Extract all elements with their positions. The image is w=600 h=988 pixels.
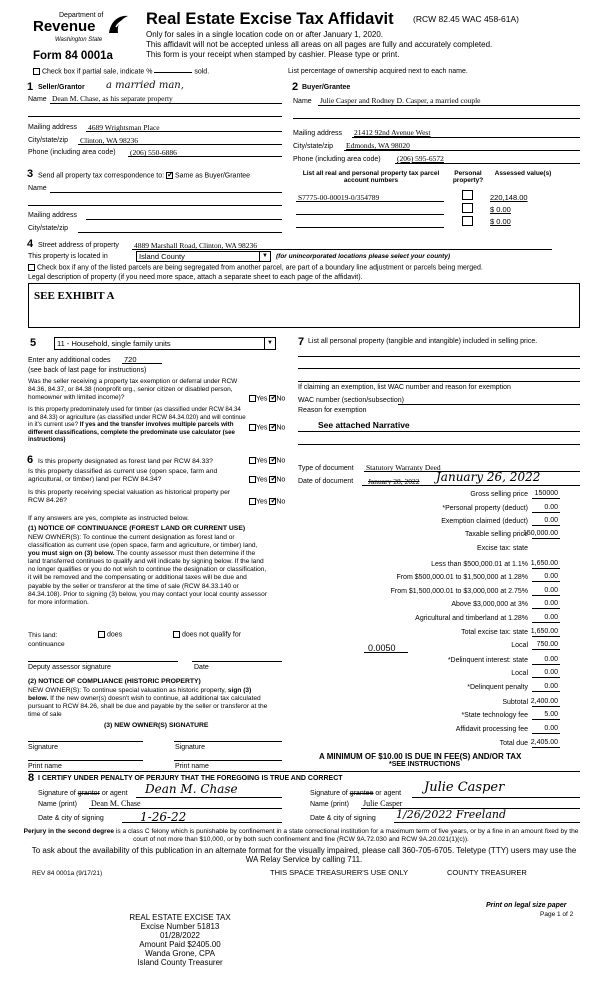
grantor-word: grantor xyxy=(77,790,100,797)
form-citation: (RCW 82.45 WAC 458-61A) xyxy=(413,14,519,24)
legal-description-box[interactable] xyxy=(28,283,580,328)
land-use-select[interactable] xyxy=(54,337,276,350)
partial-sale-checkbox[interactable] xyxy=(33,68,40,75)
section-2-number: 2 xyxy=(292,81,299,93)
seller-city-label: City/state/zip xyxy=(28,137,69,144)
calc-value[interactable]: 0.00 xyxy=(544,683,558,690)
header-note-2: This affidavit will not be accepted unless all areas on all pages are fully and accurately completed. xyxy=(146,40,493,49)
seller-phone[interactable]: (206) 550-6886 xyxy=(130,148,177,157)
segregated-row xyxy=(28,264,483,271)
timber-no-checkbox[interactable] xyxy=(269,424,276,431)
located-in-label: This property is located in xyxy=(28,253,108,260)
notice-bold: you must sign on (3) below. xyxy=(28,550,115,558)
sec3-city-label: City/state/zip xyxy=(28,225,69,232)
forest-answer xyxy=(249,457,285,464)
new-owner-print-label-1: Print name xyxy=(28,763,62,770)
assessed-value-3[interactable]: $ 0.00 xyxy=(490,217,511,226)
yes-label: Yes xyxy=(256,476,268,484)
grantee-date-city[interactable]: 1/26/2022 Freeland xyxy=(396,808,507,821)
calc-value[interactable]: 0.00 xyxy=(544,600,558,607)
calc-label: Total due xyxy=(499,740,528,747)
calc-label: Subtotal xyxy=(502,699,528,706)
parcel-number-1[interactable]: S7775-00-00019-0/354789 xyxy=(298,193,380,202)
grantor-name[interactable]: Dean M. Chase xyxy=(91,799,141,808)
personal-property-label: List all personal property (tangible and intangible) included in selling price. xyxy=(308,338,538,345)
calc-value[interactable]: 5.00 xyxy=(544,711,558,718)
timber-question-bold: If yes and the transfer involves multiple parcels with different classifications, complete the predominate use calculator (see instructions) xyxy=(28,421,236,443)
seller-heading: Seller/Grantor xyxy=(38,84,85,91)
no-label: No xyxy=(276,476,286,484)
notice-compliance-body xyxy=(28,687,273,719)
new-owner-print-label-2: Print name xyxy=(175,763,209,770)
calc-value[interactable]: 0.00 xyxy=(544,504,558,511)
sec3-mail-label: Mailing address xyxy=(28,212,78,219)
calc-label: *State technology fee xyxy=(461,712,528,719)
notice-text: The county assessor must then determine if the land transferred continues to qualify and will indicate by signing below. If the land no longer qualifies or you do not wish to continue the designation or classification, it will be removed and the compensating or additional taxes will be due and payable by the seller or transferor at the time of sale (RCW 84.33.140 or 84.34.108). Prior to signing (3) below, you may contact your local county assessor for more information. xyxy=(28,550,267,606)
notice-text: If the new owner(s) doesn't wish to continue, all additional tax calculated pursuant to RCW 84.26, shall be due and payable by the seller or transferor at the time of sale xyxy=(28,695,268,719)
assessed-value-1[interactable]: 220,148.00 xyxy=(490,193,528,202)
calc-label: *Personal property (deduct) xyxy=(442,505,528,512)
calc-label: Exemption claimed (deduct) xyxy=(441,518,528,525)
dept-line2: Revenue xyxy=(33,18,96,35)
calc-value[interactable]: 0.00 xyxy=(544,517,558,524)
calc-label: Local xyxy=(511,670,528,677)
page-number: Page 1 of 2 xyxy=(540,911,574,918)
legal-paper-note: Print on legal size paper xyxy=(486,902,567,909)
forest-question: Is this property designated as forest land per RCW 84.33? xyxy=(38,458,213,465)
notice-text: NEW OWNER(S): To continue the current designation as forest land or classification as current use (open space, farm and agriculture, or timber) land, xyxy=(28,534,258,550)
document-type-value[interactable]: Statutory Warranty Deed xyxy=(366,463,441,472)
calc-value[interactable]: 0.00 xyxy=(544,587,558,594)
dor-logo xyxy=(33,12,128,50)
no-label: No xyxy=(276,457,286,465)
stamp-line-1: REAL ESTATE EXCISE TAX xyxy=(129,913,231,922)
exemption-claim-label: If claiming an exemption, list WAC number and reason for exemption xyxy=(298,384,511,391)
signature-of-label: Signature of xyxy=(38,790,76,797)
section-6-number: 6 xyxy=(27,454,34,466)
treasurer-use-only: THIS SPACE TREASURER'S USE ONLY xyxy=(270,868,409,877)
calc-value[interactable]: 2,405.00 xyxy=(530,739,558,746)
signature-of-label: Signature of xyxy=(310,790,348,797)
certify-statement: I CERTIFY UNDER PENALTY OF PERJURY THAT THE FOREGOING IS TRUE AND CORRECT xyxy=(38,775,343,782)
historic-no-checkbox[interactable] xyxy=(269,498,276,505)
seller-name[interactable]: Dean M. Chase, as his separate property xyxy=(52,94,173,103)
stamp-line-5: Wanda Grone, CPA xyxy=(145,949,215,958)
buyer-name-label: Name xyxy=(293,98,312,105)
historic-yes-checkbox[interactable] xyxy=(249,498,256,505)
document-date-handwritten[interactable]: January 26, 2022 xyxy=(436,470,541,484)
grantor-date-city[interactable]: 1-26-22 xyxy=(140,810,187,824)
calc-value[interactable]: 1,650.00 xyxy=(530,628,558,635)
perjury-text: is a class C felony which is punishable by confinement in a state correctional institution for a maximum term of five years, or by a fine in an amount fixed by the court of not more than $10,000, or by both such confinement and fine (RCW 9A.72.030 and RCW 9A.20.021(1)(c)). xyxy=(114,828,579,843)
land-use-value: 11 - Household, single family units xyxy=(57,339,171,348)
exemption-yes-checkbox[interactable] xyxy=(249,395,256,402)
does-option xyxy=(98,631,122,638)
current-use-answer xyxy=(249,476,285,483)
forest-yes-checkbox[interactable] xyxy=(249,457,256,464)
buyer-mail-label: Mailing address xyxy=(293,130,343,137)
calc-value[interactable]: 150000 xyxy=(534,490,558,497)
calc-value[interactable]: 750.00 xyxy=(536,641,558,648)
no-label: No xyxy=(276,395,286,403)
ownership-note: List percentage of ownership acquired next to each name. xyxy=(288,68,468,75)
calc-label: Affidavit processing fee xyxy=(455,726,528,733)
notice-compliance-heading: (2) NOTICE OF COMPLIANCE (HISTORIC PROPERTY) xyxy=(28,678,201,685)
dept-line3: Washington State xyxy=(55,37,103,43)
no-label: No xyxy=(276,498,286,506)
seller-mail-label: Mailing address xyxy=(28,124,78,131)
exemption-no-checkbox[interactable] xyxy=(269,395,276,402)
personal-property-col-header: Personal property? xyxy=(452,170,484,184)
calc-label: Excise tax: state xyxy=(477,545,528,552)
historic-question: Is this property receiving special valuation as historical property per RCW 84.26? xyxy=(28,489,231,504)
street-address-value[interactable]: 4889 Marshall Road, Clinton, WA 98236 xyxy=(134,241,257,250)
deputy-signature-label: Deputy assessor signature xyxy=(28,664,111,671)
grantor-signature[interactable]: Dean M. Chase xyxy=(145,782,238,796)
partial-sale-sold: sold. xyxy=(194,68,210,76)
county-treasurer-label: COUNTY TREASURER xyxy=(447,868,527,877)
forest-no-checkbox[interactable] xyxy=(269,457,276,464)
yes-label: Yes xyxy=(256,498,268,506)
calc-value[interactable]: 0.00 xyxy=(544,656,558,663)
header-note-3: This form is your receipt when stamped by cashier. Please type or print. xyxy=(146,50,400,59)
current-use-question: Is this property classified as current use (open space, farm and agricultural, or timber) land per RCW 84.34? xyxy=(28,468,218,483)
grantee-signature-label xyxy=(310,790,401,797)
same-as-buyer-label: Same as Buyer/Grantee xyxy=(174,172,251,180)
no-label: No xyxy=(276,424,286,432)
continuance-label: continuance xyxy=(28,641,65,648)
section-7-number: 7 xyxy=(298,336,305,348)
treasurer-stamp xyxy=(120,913,240,967)
section-3-row xyxy=(38,172,250,179)
notice-bold: sign (3) below. xyxy=(28,687,252,703)
calc-value[interactable]: 150,000.00 xyxy=(522,530,558,537)
additional-codes-value[interactable]: 720 xyxy=(124,355,137,364)
does-not-label: does not qualify for xyxy=(181,631,242,639)
or-agent-label: or agent xyxy=(375,790,402,797)
legal-description-value: SEE EXHIBIT A xyxy=(34,290,115,302)
partial-sale-label: Check box if partial sale, indicate % xyxy=(41,68,153,76)
buyer-phone-label: Phone (including area code) xyxy=(293,156,381,163)
new-owner-signature-label-2: Signature xyxy=(175,744,205,751)
calc-label: Agricultural and timberland at 1.28% xyxy=(415,615,528,622)
calc-label: From $1,500,000.01 to $3,000,000 at 2.75% xyxy=(390,588,528,595)
mountain-logo-icon xyxy=(107,13,129,35)
section-3-number: 3 xyxy=(27,168,34,180)
section-1-number: 1 xyxy=(27,81,34,93)
header-note-1: Only for sales in a single location code on or after January 1, 2020. xyxy=(146,30,384,39)
seller-handwritten-note: a married man, xyxy=(106,80,184,91)
buyer-phone[interactable]: (206) 595-6572 xyxy=(397,154,444,163)
dropdown-arrow-icon: ▼ xyxy=(259,252,270,261)
grantee-name[interactable]: Julie Casper xyxy=(363,799,403,808)
assessed-value-col-header: Assessed value(s) xyxy=(494,170,552,177)
see-instructions: *SEE INSTRUCTIONS xyxy=(389,761,461,768)
deputy-date-label: Date xyxy=(194,664,209,671)
calc-value[interactable]: 1,650.00 xyxy=(530,560,558,567)
grantor-signature-label xyxy=(38,790,128,797)
timber-question-text: Is this property predominately used for timber (as classified under RCW 84.34 and 84.33) or agriculture (as classified under RCW 84.34.020) and will continue in it's current use? xyxy=(28,406,246,428)
historic-answer xyxy=(249,498,285,505)
does-not-checkbox[interactable] xyxy=(173,631,180,638)
if-any-yes: If any answers are yes, complete as instructed below. xyxy=(28,515,189,522)
wac-number-label: WAC number (section/subsection) xyxy=(298,397,404,404)
personal-property-checkbox-3[interactable] xyxy=(462,216,473,226)
calc-label: *Delinquent interest: state xyxy=(447,657,528,664)
does-checkbox[interactable] xyxy=(98,631,105,638)
grantee-word: grantee xyxy=(349,790,374,797)
personal-property-checkbox-1[interactable] xyxy=(462,190,473,200)
calc-label: Total excise tax: state xyxy=(461,629,528,636)
same-as-buyer-checkbox[interactable] xyxy=(166,172,173,179)
calc-value[interactable]: 0.00 xyxy=(544,669,558,676)
street-address-label: Street address of property xyxy=(38,242,119,249)
stamp-line-4: Amount Paid $2405.00 xyxy=(139,940,221,949)
form-number: Form 84 0001a xyxy=(33,50,113,62)
additional-codes-label: Enter any additional codes xyxy=(28,357,111,364)
buyer-name[interactable]: Julie Casper and Rodney D. Casper, a married couple xyxy=(320,96,481,105)
grantor-name-label: Name (print) xyxy=(38,801,77,808)
parcel-col-header: List all real and personal property tax parcel account numbers xyxy=(302,170,440,184)
stamp-line-2: Excise Number 51813 xyxy=(140,922,220,931)
county-select[interactable] xyxy=(136,251,271,262)
grantee-signature[interactable]: Julie Casper xyxy=(424,780,505,795)
segregated-checkbox[interactable] xyxy=(28,264,35,271)
codes-note: (see back of last page for instructions) xyxy=(28,367,147,374)
dept-line1: Department of xyxy=(59,12,104,19)
seller-phone-label: Phone (including area code) xyxy=(28,149,116,156)
buyer-mail[interactable]: 21412 92nd Avenue West xyxy=(354,128,431,137)
calc-label: *Delinquent penalty xyxy=(467,684,528,691)
stamp-line-3: 01/28/2022 xyxy=(159,931,201,940)
dropdown-arrow-icon: ▼ xyxy=(264,338,275,349)
calc-label: Local xyxy=(511,642,528,649)
timber-yes-checkbox[interactable] xyxy=(249,424,256,431)
does-label: does xyxy=(106,631,123,639)
seller-name-label: Name xyxy=(28,96,47,103)
minimum-due: A MINIMUM OF $10.00 IS DUE IN FEE(S) AND/OR TAX xyxy=(319,752,522,761)
buyer-heading: Buyer/Grantee xyxy=(302,84,351,91)
calc-label: Less than $500,000.01 at 1.1% xyxy=(431,561,528,568)
seller-city[interactable]: Clinton, WA 98236 xyxy=(80,136,138,145)
document-type-label: Type of document xyxy=(298,465,354,472)
grantee-name-label: Name (print) xyxy=(310,801,349,808)
sec3-name-label: Name xyxy=(28,185,47,192)
form-title: Real Estate Excise Tax Affidavit xyxy=(146,10,394,28)
tax-correspondence-label: Send all property tax correspondence to: xyxy=(38,172,165,180)
grantee-date-label: Date & city of signing xyxy=(310,815,376,822)
document-date-label: Date of document xyxy=(298,478,354,485)
notice-continuance-heading: (1) NOTICE OF CONTINUANCE (FOREST LAND OR CURRENT USE) xyxy=(28,525,246,532)
grantor-date-label: Date & city of signing xyxy=(38,815,104,822)
notice-continuance-body xyxy=(28,534,268,607)
document-date-struck: January 28, 2022 xyxy=(368,477,420,486)
section-4-number: 4 xyxy=(27,238,34,250)
buyer-city[interactable]: Edmonds, WA 98020 xyxy=(346,141,410,150)
section-5-number: 5 xyxy=(30,337,37,349)
or-agent-label: or agent xyxy=(101,790,128,797)
personal-property-checkbox-2[interactable] xyxy=(462,203,473,213)
section-8-number: 8 xyxy=(28,772,35,784)
buyer-city-label: City/state/zip xyxy=(293,143,334,150)
this-land-label: This land: xyxy=(28,632,58,639)
revision-label: REV 84 0001a (9/17/21) xyxy=(32,870,103,877)
attached-narrative: See attached Narrative xyxy=(318,420,410,430)
calc-value[interactable]: 0.00 xyxy=(544,573,558,580)
new-owner-sig-heading: (3) NEW OWNER(S) SIGNATURE xyxy=(104,722,209,729)
yes-label: Yes xyxy=(256,457,268,465)
partial-sale-row xyxy=(33,68,209,75)
segregated-label: Check box if any of the listed parcels are being segregated from another parcel, are part of a boundary line adjustment or parcels being merged. xyxy=(36,264,483,272)
calc-label: Above $3,000,000 at 3% xyxy=(451,601,528,608)
perjury-bold: Perjury in the second degree xyxy=(23,828,115,835)
yes-label: Yes xyxy=(256,424,268,432)
perjury-statement xyxy=(20,828,582,844)
calc-value[interactable]: 0.00 xyxy=(544,614,558,621)
county-note: (for unincorporated locations please select your county) xyxy=(276,253,451,260)
yes-label: Yes xyxy=(256,395,268,403)
county-value: Island County xyxy=(139,252,185,261)
does-not-option xyxy=(173,631,241,638)
calc-value[interactable]: 0.00 xyxy=(544,725,558,732)
current-use-no-checkbox[interactable] xyxy=(269,476,276,483)
exemption-answer xyxy=(249,395,285,402)
stamp-line-6: Island County Treasurer xyxy=(137,958,223,967)
current-use-yes-checkbox[interactable] xyxy=(249,476,256,483)
assessed-value-2[interactable]: $ 0.00 xyxy=(490,205,511,214)
legal-description-label: Legal description of property (if you need more space, attach a separate sheet to each page of the affidavit). xyxy=(28,274,363,281)
calc-label: From $500,000.01 to $1,500,000 at 1.28% xyxy=(396,574,528,581)
seller-mail[interactable]: 4689 Wrightsman Place xyxy=(88,123,160,132)
alternate-format-note: To ask about the availability of this publication in an alternate format for the visually impaired, please call 360-705-6705. Teletype (TTY) users may use the WA Relay Service by calling 711. xyxy=(31,846,577,864)
local-rate: 0.0050 xyxy=(368,643,396,653)
new-owner-signature-label-1: Signature xyxy=(28,744,58,751)
exemption-reason-label: Reason for exemption xyxy=(298,407,367,414)
timber-answer xyxy=(249,424,285,431)
calc-label: Taxable selling price xyxy=(464,531,528,538)
timber-question xyxy=(28,406,248,444)
notice-text: NEW OWNER(S): To continue special valuation as historic property, xyxy=(28,687,228,694)
calc-label: Gross selling price xyxy=(470,491,528,498)
calc-value[interactable]: 2,400.00 xyxy=(530,698,558,705)
exemption-question: Was the seller receiving a property tax exemption or deferral under RCW 84.36, 84.37, or 84.38 (nonprofit org., senior citizen or disabled person, homeowner with limited income)? xyxy=(28,378,238,401)
